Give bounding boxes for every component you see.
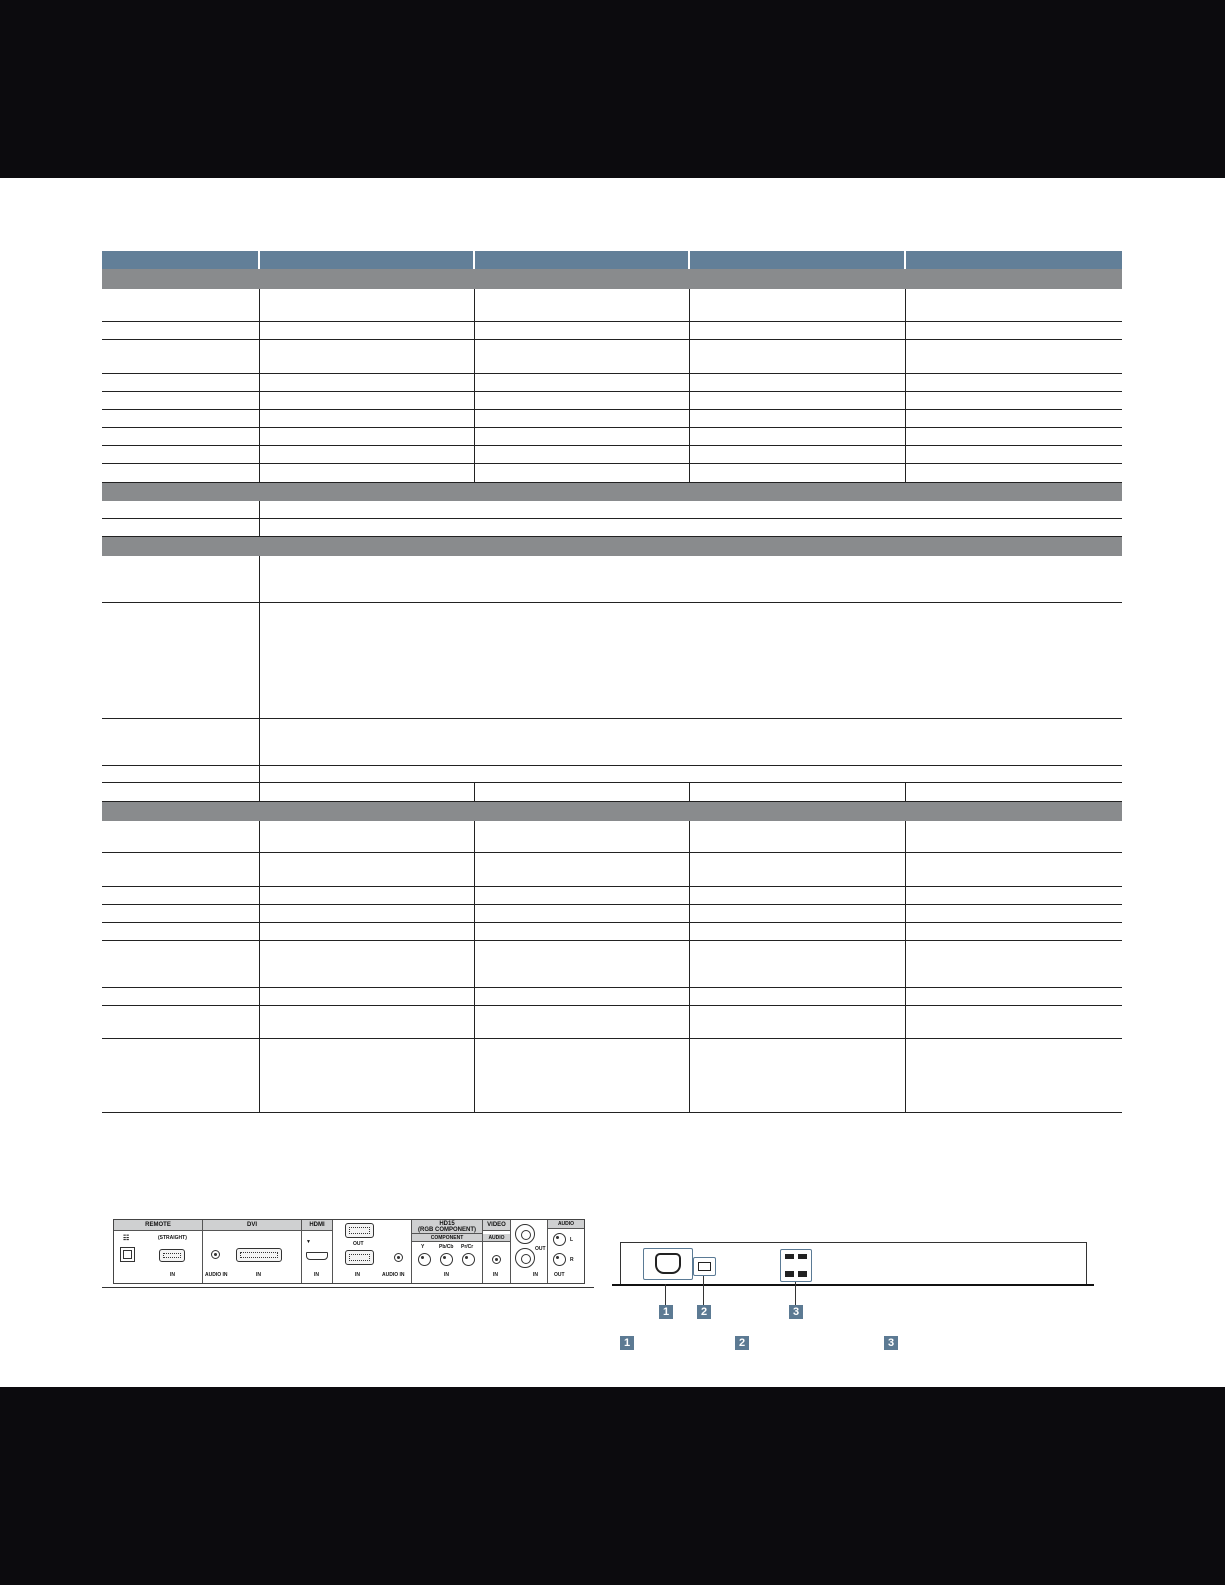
callout-badge-2: 2 [697,1305,711,1319]
ac-inlet-icon [655,1253,681,1274]
callout-badge-3: 3 [789,1305,803,1319]
legend-badge-2: 2 [735,1336,749,1350]
table-row [102,1006,1122,1039]
table-row [102,783,1122,802]
table-row [102,519,1122,537]
video-section [483,1220,511,1283]
pb-label: Pb/Cb [439,1244,454,1250]
table-row [102,988,1122,1006]
table-header-row [102,251,1122,269]
legend-badge-1: 1 [620,1336,634,1350]
vga-in-port [345,1250,374,1265]
callout-line-1 [665,1284,666,1305]
dvi-audio-jack [211,1250,220,1259]
section-bar [102,537,1122,556]
bnc-in-connector [515,1248,535,1268]
y-label: Y [421,1244,425,1250]
dvi-in-label: IN [256,1272,261,1278]
header-cell [260,251,475,269]
y-jack [418,1253,431,1266]
power-switch-icon [698,1262,711,1271]
table-row [102,410,1122,428]
table-row [102,322,1122,340]
table-row [102,853,1122,887]
rj45-port [120,1247,135,1262]
vga-out-label: OUT [353,1241,364,1247]
specifications-table [102,251,1122,1113]
audio-r-label: R [570,1257,574,1263]
callout-badge-1: 1 [659,1305,673,1319]
component-label: COMPONENT [412,1234,482,1242]
connector-panel-rule [102,1287,594,1288]
section-bar [102,483,1122,501]
bottom-dark-band [0,1387,1225,1585]
audio-l-jack [553,1233,566,1246]
table-row [102,719,1122,766]
hdmi-arrow-icon: ▼ [306,1239,311,1245]
network-icon: ☷ [123,1235,130,1242]
terminal-icon [798,1271,807,1277]
bnc-in-label: IN [533,1272,538,1278]
table-row [102,923,1122,941]
power-panel-rule [612,1284,1094,1286]
component-in-label: IN [444,1272,449,1278]
video-label: VIDEO [483,1220,510,1231]
video-in-label: IN [493,1272,498,1278]
table-row [102,766,1122,783]
table-row [102,1039,1122,1113]
power-panel [620,1242,1087,1285]
power-switch-frame [693,1257,716,1276]
bnc-out-connector [515,1224,535,1244]
callout-line-2 [703,1276,704,1305]
top-dark-band [0,0,1225,178]
table-row [102,289,1122,322]
table-row [102,603,1122,719]
vga-audio-jack [394,1253,403,1262]
table-row [102,446,1122,464]
pr-jack [462,1253,475,1266]
dvi-section [203,1220,302,1283]
audio-out-label: AUDIO [548,1220,584,1229]
audio-l-label: L [570,1237,574,1243]
remote-label: REMOTE [114,1220,202,1231]
remote-in-label: IN [170,1272,175,1278]
header-cell [475,251,690,269]
component-section [412,1220,483,1283]
hdmi-section [302,1220,333,1283]
table-row [102,464,1122,483]
straight-label: (STRAIGHT) [158,1235,187,1241]
hd15-label: HD15 (RGB COMPONENT) [412,1220,482,1234]
video-audio-label: AUDIO [483,1234,510,1242]
legend-badge-3: 3 [884,1336,898,1350]
terminal-icon [798,1254,807,1259]
dvi-port [236,1248,282,1262]
callout-line-3 [795,1282,796,1305]
rear-connector-panel [113,1219,585,1284]
bnc-out-label: OUT [535,1246,546,1252]
header-cell [906,251,1122,269]
section-bar [102,269,1122,289]
hdmi-in-label: IN [314,1272,319,1278]
section-bar [102,802,1122,821]
vga-in-label: IN [355,1272,360,1278]
header-cell [690,251,906,269]
hdmi-port [306,1252,328,1260]
table-row [102,887,1122,905]
audio-r-jack [553,1253,566,1266]
header-cell [102,251,260,269]
speaker-terminal-frame [780,1249,812,1282]
table-row [102,374,1122,392]
ac-inlet-frame [643,1248,693,1280]
table-row [102,905,1122,923]
audio-out-out-label: OUT [554,1272,565,1278]
hdmi-label: HDMI [302,1220,332,1231]
table-row [102,428,1122,446]
table-row [102,340,1122,374]
vga-audio-in-label: AUDIO IN [382,1272,405,1278]
pr-label: Pr/Cr [461,1244,474,1250]
vga-out-port [345,1223,374,1238]
table-row [102,556,1122,603]
vga-section [333,1220,412,1283]
remote-section [114,1220,203,1283]
video-audio-jack [492,1255,501,1264]
audio-out-section [548,1220,584,1283]
terminal-icon [785,1271,794,1277]
table-row [102,392,1122,410]
bnc-section [511,1220,548,1283]
table-row [102,501,1122,519]
dvi-audio-in-label: AUDIO IN [205,1272,228,1278]
table-row [102,821,1122,853]
pb-jack [440,1253,453,1266]
table-row [102,941,1122,988]
terminal-icon [785,1254,794,1259]
serial-port [159,1249,185,1262]
dvi-label: DVI [203,1220,301,1231]
